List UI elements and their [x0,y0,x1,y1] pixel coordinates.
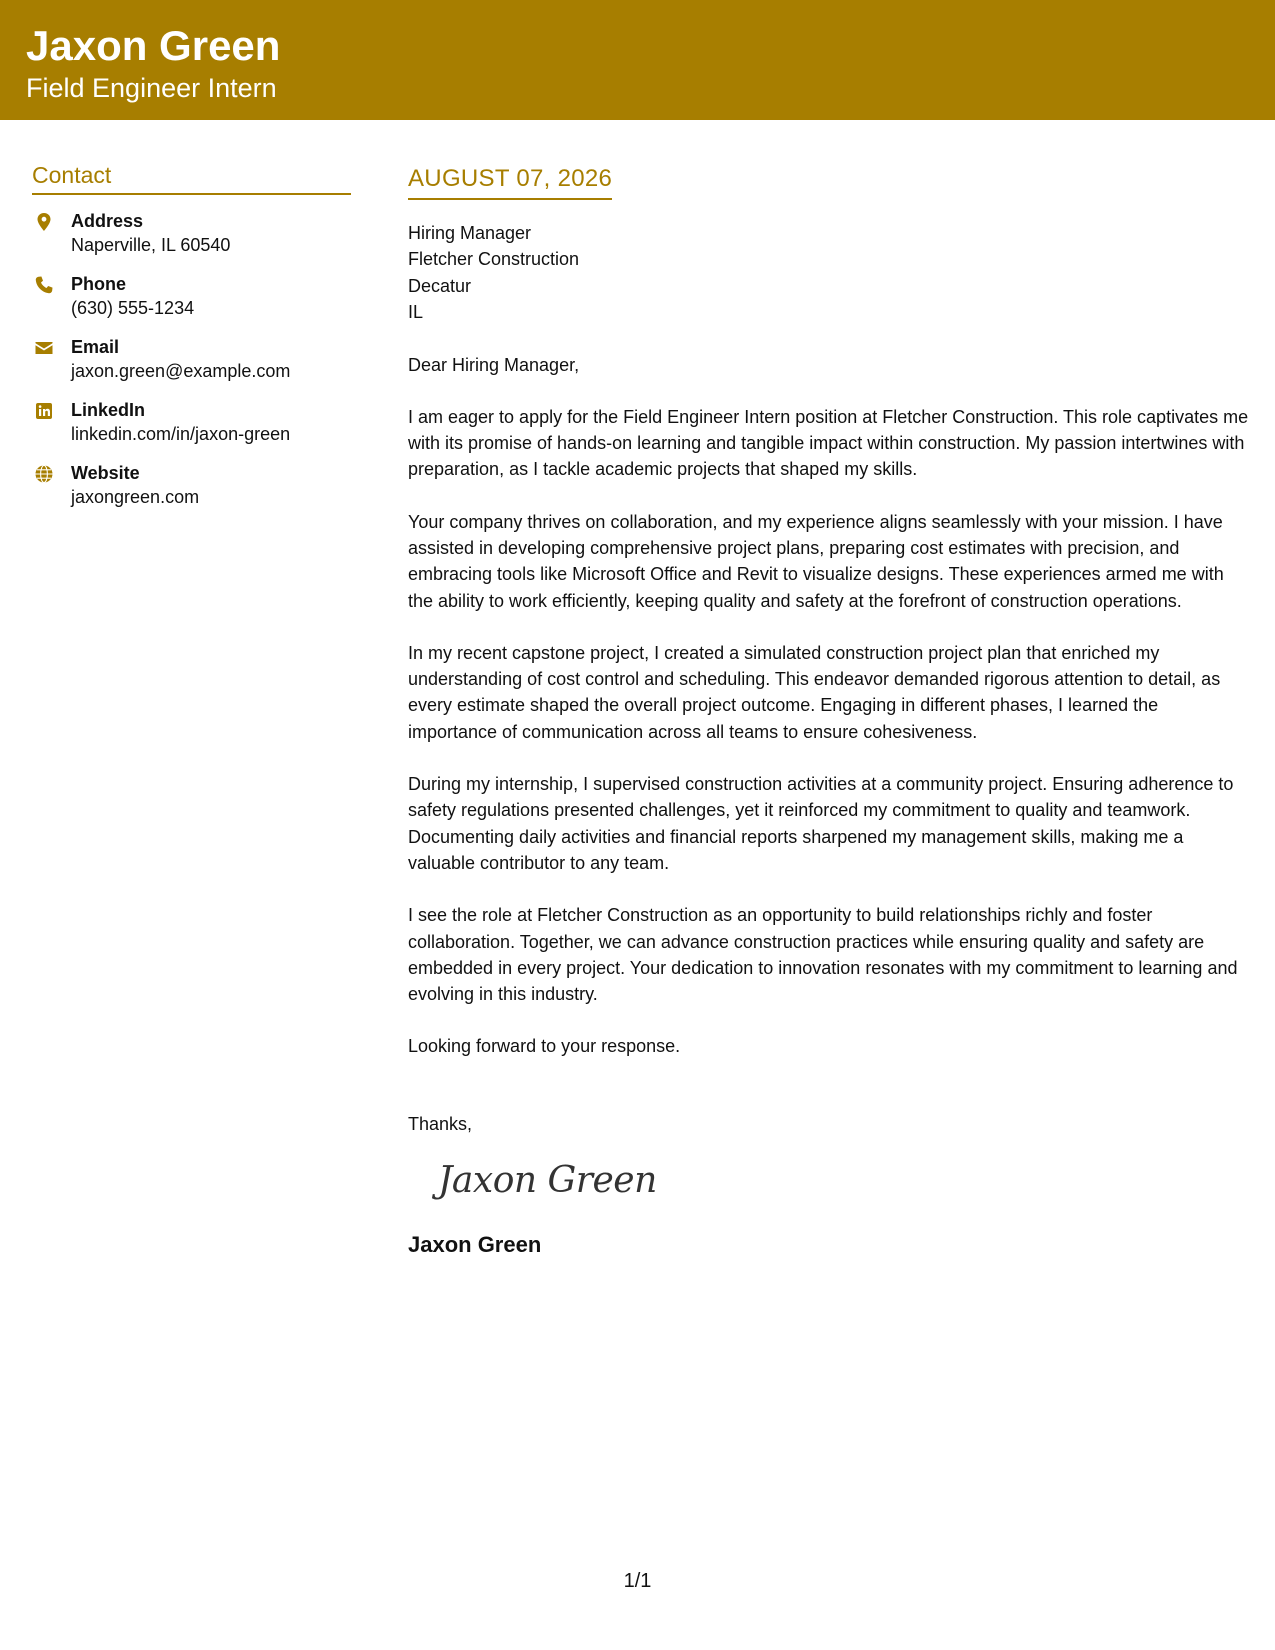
recipient-line: IL [408,302,424,323]
recipient-line: Fletcher Construction [408,249,580,270]
salutation: Dear Hiring Manager, [408,354,580,375]
contact-item-phone [32,272,351,335]
contact-section-title: Contact [32,162,351,195]
sign-off: Thanks, [408,1114,473,1135]
closing-line: Looking forward to your response. [408,1036,681,1057]
email-value: jaxon.green@example.com [71,360,291,381]
address-value: Naperville, IL 60540 [71,234,231,255]
website-value: jaxongreen.com [71,486,200,507]
contact-label: LinkedIn [71,399,146,420]
recipient-line: Decatur [408,275,472,296]
contact-item-website [32,461,351,524]
contact-item-email [32,335,351,398]
linkedin-icon [34,401,54,421]
letter-body [408,165,1250,1259]
letter-paragraph: During my internship, I supervised construction activities at a community project. Ensuring adherence to safety regulations presented challenges, yet it reinforced my commitment to quality and teamwork. Documenting daily activities and financial reports sharpened my management skills, making me a valuable contributor to any team. [408,774,1234,873]
page-number: 1/1 [623,1570,652,1592]
letter-paragraph: I see the role at Fletcher Construction as an opportunity to build relationships richly and foster collaboration. Together, we can advance construction practices while ensuring quality and safety are embedded in every project. Your dedication to innovation resonates with my commitment to learning and evolving in this industry. [408,905,1238,1005]
recipient-line: Hiring Manager [408,222,532,243]
map-pin-icon [34,212,54,232]
contact-label: Phone [71,273,127,294]
contact-item-linkedin [32,398,351,461]
contact-label: Address [71,210,144,231]
applicant-name: Jaxon Green [26,22,281,69]
contact-item-address [32,209,351,272]
globe-icon [34,464,54,484]
letter-date: AUGUST 07, 2026 [408,165,612,200]
linkedin-value: linkedin.com/in/jaxon-green [71,423,291,444]
contact-label: Website [71,462,140,483]
contact-list [32,209,351,524]
sidebar [32,162,351,524]
signed-name: Jaxon Green [408,1232,542,1258]
recipient-block [408,220,1250,326]
phone-value: (630) 555-1234 [71,297,195,318]
letter-paragraph: I am eager to apply for the Field Engineer Intern position at Fletcher Construction. This role captivates me with its promise of hands-on learning and tangible impact within construction. My passion intertwines with preparation, as I tackle academic projects that shaped my skills. [408,406,1249,480]
header-banner [0,0,1275,120]
letter-paragraph: Your company thrives on collaboration, and my experience aligns seamlessly with your mission. I have assisted in developing comprehensive project plans, preparing cost estimates with precision, and embracing tools like Microsoft Office and Revit to visualize designs. These experiences armed me with the ability to work efficiently, keeping quality and safety at the forefront of construction operations. [408,511,1224,611]
envelope-icon [34,338,54,358]
handwritten-signature: Jaxon Green [438,1160,657,1202]
phone-icon [34,275,54,295]
letter-paragraph: In my recent capstone project, I created a simulated construction project plan that enriched my understanding of cost control and scheduling. This endeavor demanded rigorous attention to detail, as every estimate shaped the overall project outcome. Engaging in different phases, I learned the importance of communication across all teams to ensure cohesiveness. [408,642,1221,742]
job-title: Field Engineer Intern [26,73,277,103]
contact-label: Email [71,336,120,357]
